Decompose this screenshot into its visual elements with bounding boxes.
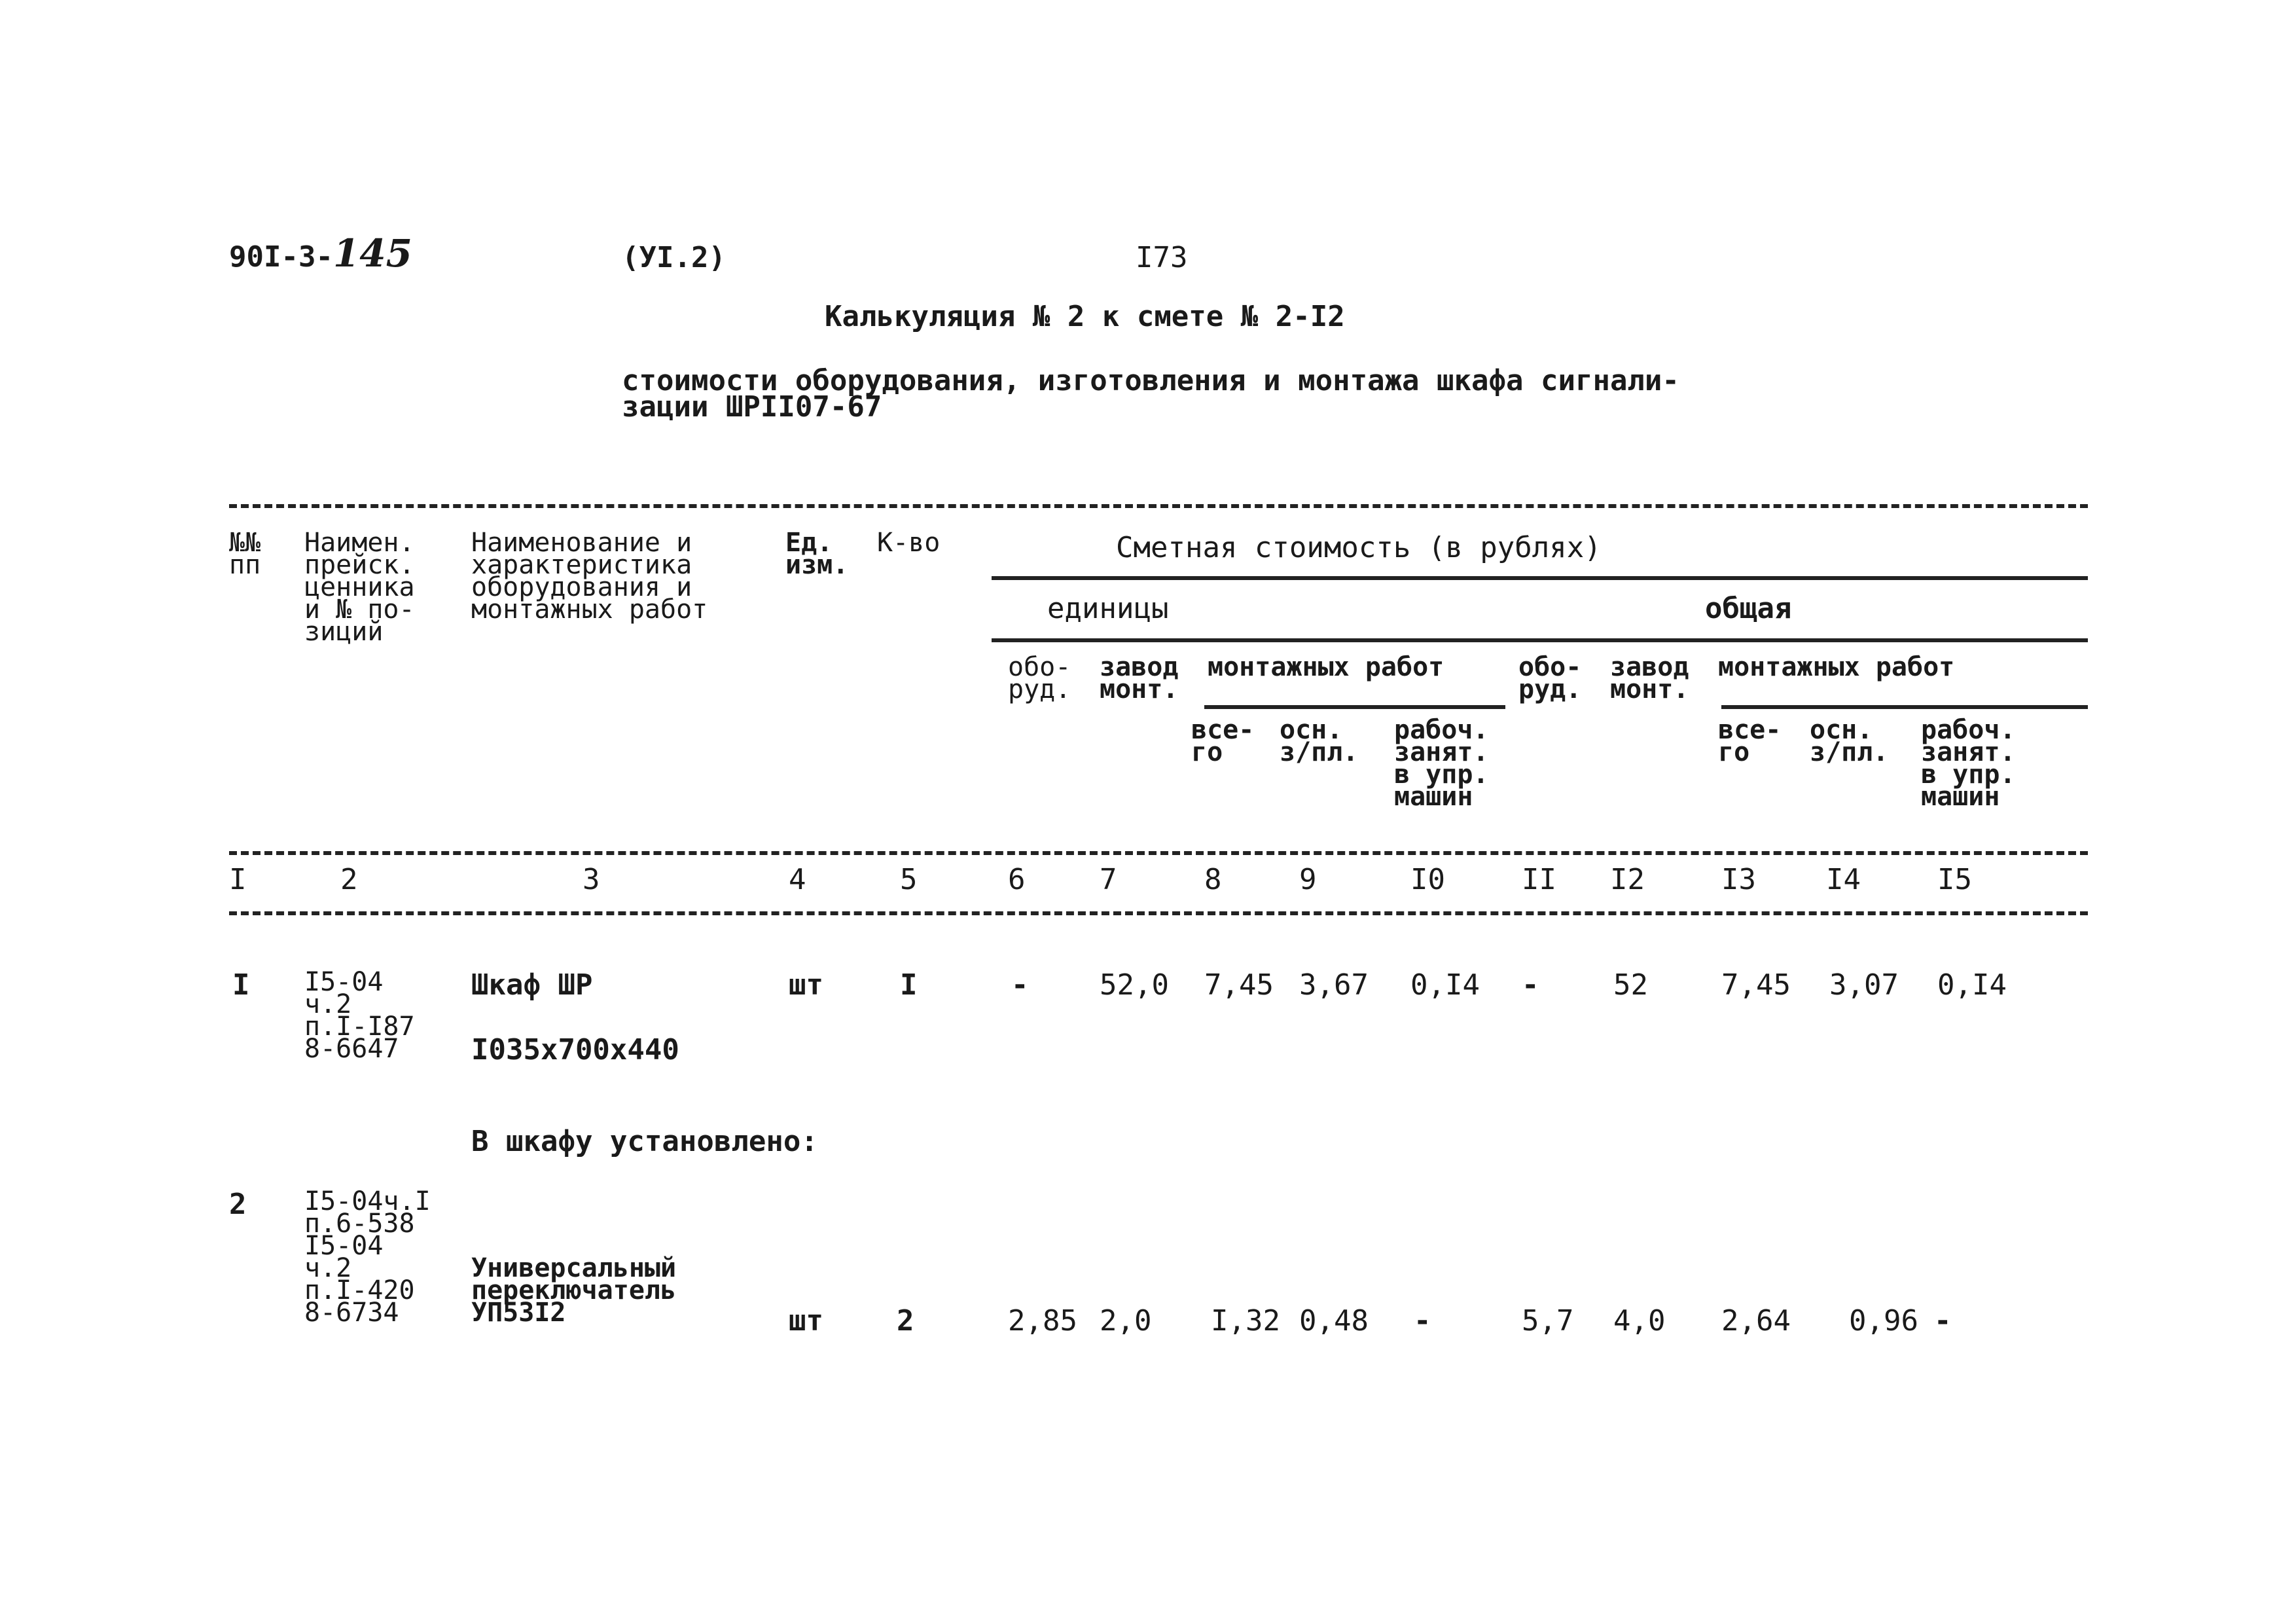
- row-number: 2: [229, 1188, 247, 1221]
- col-number-15: I5: [1937, 863, 1972, 896]
- row-unit: шт: [789, 968, 823, 1002]
- unit-cost-group: единицы: [1047, 592, 1169, 625]
- montazh-unit-rule: [1204, 705, 1505, 709]
- group-rule: [992, 576, 2088, 580]
- subheader-vsego-total: все- го: [1718, 715, 1782, 767]
- subheader-montazh-total: монтажных работ: [1718, 652, 1955, 682]
- calculation-subtitle-line1: стоимости оборудования, изготовления и монтажа шкафа сигнали-: [622, 364, 1679, 397]
- row-c10: -: [1414, 1304, 1431, 1338]
- col-number-10: I0: [1410, 863, 1445, 896]
- row-c13: 2,64: [1721, 1304, 1791, 1338]
- subheader-rabochie-unit: рабоч. занят. в упр. машин: [1394, 715, 1489, 812]
- row-c12: 4,0: [1613, 1304, 1666, 1338]
- row-price-ref: I5-04 ч.2 п.I-I87 8-6647: [304, 967, 415, 1064]
- col-number-13: I3: [1721, 863, 1756, 896]
- row-c6: 2,85: [1008, 1304, 1077, 1338]
- col-number-14: I4: [1826, 863, 1861, 896]
- page-number: I73: [1136, 241, 1188, 274]
- col-header-price-ref: Наимен. прейск. ценника и № по- зиций: [304, 528, 415, 647]
- col-header-qty: К-во: [877, 528, 941, 558]
- col-number-1: I: [229, 863, 247, 896]
- col-number-5: 5: [900, 863, 918, 896]
- subheader-vsego-unit: все- го: [1191, 715, 1255, 767]
- subheader-osn-unit: осн. з/пл.: [1280, 715, 1359, 767]
- document-code-prefix: 90I-3-: [229, 240, 333, 274]
- col-number-6: 6: [1008, 863, 1026, 896]
- row-qty: I: [900, 968, 918, 1002]
- col-number-2: 2: [340, 863, 358, 896]
- col-header-unit: Ед. изм.: [785, 528, 849, 580]
- col-number-11: II: [1522, 863, 1556, 896]
- montazh-total-rule: [1721, 705, 2088, 709]
- row-c14: 0,96: [1849, 1304, 1918, 1338]
- col-number-12: I2: [1610, 863, 1645, 896]
- row-c7: 52,0: [1100, 968, 1169, 1002]
- row-item-name: Универсальный переключатель УП53I2: [471, 1253, 677, 1328]
- row-item-dimensions: I035х700х440: [471, 1033, 679, 1067]
- col-number-7: 7: [1100, 863, 1117, 896]
- col-number-8: 8: [1204, 863, 1222, 896]
- subheader-rabochie-total: рабоч. занят. в упр. машин: [1921, 715, 2016, 812]
- col-number-9: 9: [1299, 863, 1317, 896]
- subheader-osn-total: осн. з/пл.: [1810, 715, 1889, 767]
- subheader-zavod-total: завод монт.: [1610, 652, 1689, 704]
- installed-in-cabinet-heading: В шкафу установлено:: [471, 1125, 818, 1158]
- cost-group-title: Сметная стоимость (в рублях): [1116, 531, 1602, 564]
- row-c15: 0,I4: [1937, 968, 2007, 1002]
- subheader-montazh-unit: монтажных работ: [1208, 652, 1444, 682]
- row-qty: 2: [897, 1304, 914, 1338]
- subheader-obo-unit: обо- руд.: [1008, 652, 1071, 704]
- calculation-subtitle-line2: зации ШРII07-67: [622, 390, 882, 424]
- row-c9: 3,67: [1299, 968, 1369, 1002]
- col-number-3: 3: [583, 863, 600, 896]
- row-c14: 3,07: [1829, 968, 1899, 1002]
- calculation-title: Калькуляция № 2 к смете № 2-I2: [825, 300, 1345, 333]
- row-item-name: Шкаф ШР: [471, 968, 593, 1002]
- col-header-name: Наименование и характеристика оборудования и монтажных работ: [471, 528, 708, 625]
- table-top-rule: [229, 504, 2088, 508]
- row-c11: -: [1522, 968, 1539, 1002]
- row-price-ref: I5-04ч.I п.6-538 I5-04 ч.2 п.I-420 8-6734: [304, 1186, 431, 1328]
- subgroup-rule: [992, 638, 2088, 642]
- row-c10: 0,I4: [1410, 968, 1480, 1002]
- col-number-4: 4: [789, 863, 806, 896]
- row-c7: 2,0: [1100, 1304, 1152, 1338]
- row-c8: 7,45: [1204, 968, 1274, 1002]
- document-code: [229, 231, 413, 276]
- section-label: (УI.2): [622, 241, 726, 274]
- col-header-num: №№ пп: [229, 528, 261, 580]
- total-cost-group: общая: [1705, 592, 1792, 625]
- header-bottom-rule: [229, 851, 2088, 855]
- row-c13: 7,45: [1721, 968, 1791, 1002]
- row-c6: -: [1011, 968, 1029, 1002]
- row-c12: 52: [1613, 968, 1648, 1002]
- numbers-bottom-rule: [229, 911, 2088, 915]
- row-c15: -: [1934, 1304, 1952, 1338]
- row-c11: 5,7: [1522, 1304, 1574, 1338]
- row-number: I: [232, 968, 250, 1002]
- handwritten-number: 145: [332, 231, 413, 276]
- row-unit: шт: [789, 1304, 823, 1338]
- subheader-obo-total: обо- руд.: [1518, 652, 1582, 704]
- subheader-zavod-unit: завод монт.: [1100, 652, 1179, 704]
- row-c9: 0,48: [1299, 1304, 1369, 1338]
- row-c8: I,32: [1211, 1304, 1280, 1338]
